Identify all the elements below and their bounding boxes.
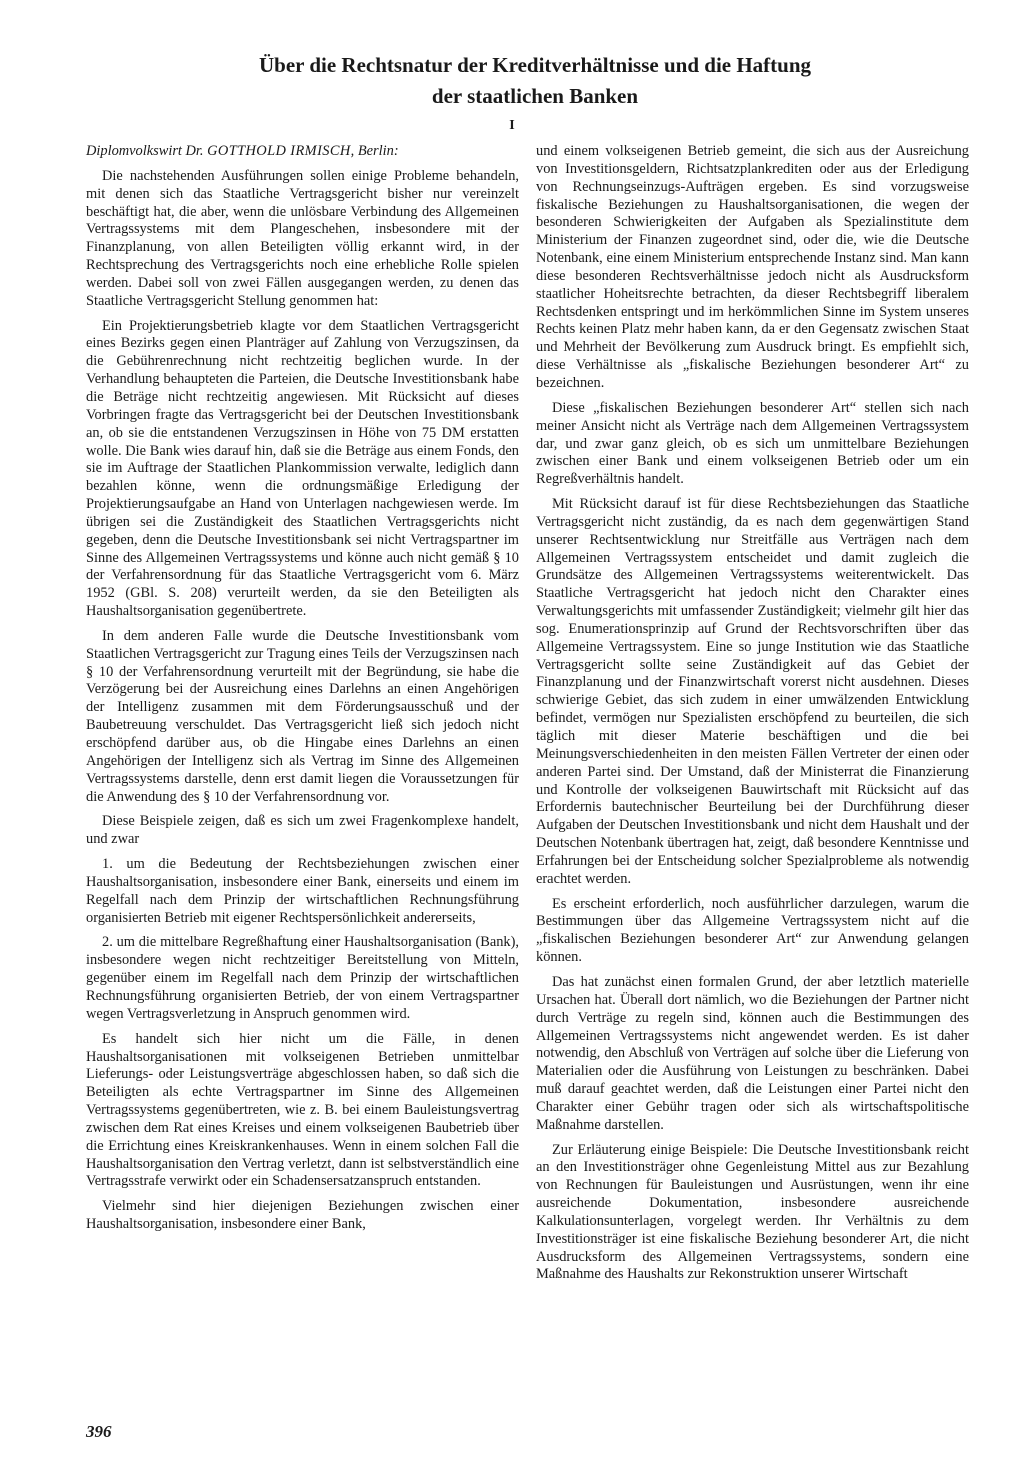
part-numeral: I bbox=[509, 118, 515, 133]
byline bbox=[86, 143, 519, 161]
continued-paragraph: und einem volkseigenen Betrieb gemeint, die sich aus der Ausreichung von Investitionsgeldern, Richtsatzplankrediten oder aus der Erledigung von Rechnungseinzugs-Aufträgen ergeben. Es sind vorzugsweise fiskalische Beziehungen zu Haushaltsorganisationen, die wegen der besonderen Schwierigkeiten der Aufgaben als Spezialinstitute dem Ministerium der Finanzen zugeordnet sind, oder die, wie die Deutsche Notenbank, eine einem Ministerium entsprechende Instanz sind. Man kann diese besonderen Rechtsverhältnisse jedoch nicht als Ausdrucksform staatlicher Hoheitsrechte betrachten, da dieser Rechtsbegriff liberalem Rechtsdenken entspringt und im herkömmlichen Sinne im System unseres Rechts keinen Platz mehr haben kann, da er den Gegensatz zwischen Staat und Mehrheit der Bevölkerung zum Ausdruck bringt. Es empfiehlt sich, diese Verhältnisse als „fiskalische Beziehungen besonderer Art“ zu bezeichnen. bbox=[536, 143, 969, 391]
formal-reason-paragraph: Das hat zunächst einen formalen Grund, der aber letztlich materielle Ursachen hat. Überall dort nämlich, wo die Beziehungen der Partner nicht durch Verträge zu regeln sind, können auch die Bestimmungen des Allgemeinen Vertragssystems nicht angewendet werden. Es ist daher notwendig, den Abschluß von Verträgen auf solche über die Lieferung von Materialien oder die Ausführung von Leistungen zu beschränken. Dabei muß darauf geachtet werden, daß die Leistungen einer Partei nicht den Charakter einer Gebühr tragen oder sich als wirtschaftspolitische Maßnahme darstellen. bbox=[536, 973, 969, 1133]
enum-item-2: 2. um die mittelbare Regreßhaftung einer Haushaltsorganisation (Bank), insbesondere wegen nicht rechtzeitiger Bereitstellung von Mitteln, gegenüber einem im Regelfall nach dem Prinzip der wirtschaftlichen Rechnungsführung organisierten Betrieb, der von einem Vertragspartner wegen Vertragsverletzung in Anspruch genommen wird. bbox=[86, 934, 519, 1022]
enum-item-1: 1. um die Bedeutung der Rechtsbeziehungen zwischen einer Haushaltsorganisation, insbesondere einer Bank, einerseits und einem im Regelfall nach dem Prinzip der wirtschaftlichen Rechnungsführung organisierten Betrieb mit eigener Rechtspersönlichkeit andererseits, bbox=[86, 856, 519, 926]
article-title bbox=[150, 50, 920, 112]
right-column bbox=[536, 143, 969, 1291]
case-one-paragraph: Ein Projektierungsbetrieb klagte vor dem Staatlichen Vertragsgericht eines Bezirks gegen einen Planträger auf Zahlung von Verzugszinsen, da die Gebührenrechnung nicht rechtzeitig beglichen wurde. In der Verhandlung behaupteten die Parteien, die Deutsche Investitionsbank habe die Beträge nicht rechtzeitig angewiesen. Mit Rücksicht auf dieses Vorbringen fragte das Vertragsgericht bei der Deutschen Investitionsbank an, ob sie die entstandenen Verzugszinsen in Höhe von 75 DM erstatten wolle. Die Bank wies darauf hin, daß sie die Beträge aus einem Fonds, den sie im Auftrage der Staatlichen Plankommission verwalte, lediglich dann bezahlen könne, wenn die ordnungsmäßige Erledigung der Projektierungsaufgabe an Hand von Unterlagen nachgewiesen werde. Im übrigen sei die Zuständigkeit des Staatlichen Vertragsgerichts nicht gegeben, denn die Deutsche Investitionsbank sei nicht Vertragspartner im Sinne des Allgemeinen Vertragssystems und könne auch nicht gemäß § 10 der Verfahrensordnung für das Staatliche Vertragsgericht vom 6. März 1952 (GBl. S. 208) verurteilt werden, da sie den Beteiligten als Haushaltsorganisation gegenübertrete. bbox=[86, 317, 519, 620]
title-line-1: Über die Rechtsnatur der Kreditverhältnisse und die Haftung bbox=[258, 53, 812, 77]
left-column bbox=[86, 143, 519, 1241]
examples-paragraph: Diese Beispiele zeigen, daß es sich um zwei Fragenkomplexe handelt, und zwar bbox=[86, 813, 519, 848]
jurisdiction-paragraph: Mit Rücksicht darauf ist für diese Rechtsbeziehungen das Staatliche Vertragsgericht nicht zuständig, da es nach dem gegenwärtigen Stand unserer Rechtsentwicklung nur Streitfälle aus Verträgen nach dem Allgemeinen Vertragssystem entscheidet und damit zugleich die Grundsätze des Allgemeinen Vertragssystems weiterentwickelt. Das Staatliche Vertragsgericht hat jedoch nicht den Charakter eines Verwaltungsgerichts mit umfassender Zuständigkeit; vielmehr gilt hier das sog. Enumerationsprinzip auf Grund der Rechtsvorschriften über das Allgemeine Vertragssystem. Eine so junge Institution wie das Staatliche Vertragsgericht sollte seine Zuständigkeit auf das Gebiet der Finanzplanung und der Finanzwirtschaft vorerst nicht ausdehnen. Dieses schwierige Gebiet, das sich zudem in einer umwälzenden Entwicklung befindet, vermögen nur Spezialisten erschöpfend zu beurteilen, die sich täglich mit dieser Materie beschäftigen und die bei Meinungsverschiedenheiten in den meisten Fällen Vertreter der einen oder anderen Partei sind. Der Umstand, daß der Ministerrat die Finanzierung und Kontrolle der volkseigenen Bauwirtschaft mit Rücksicht auf das Erfordernis bautechnischer Beurteilung bei der Durchführung dieser Aufgaben der Deutschen Investitionsbank und nicht dem Haushalt und der Deutschen Notenbank übertragen hat, zeigt, daß besondere Kenntnisse und Erfahrungen bei der Entscheidung solcher Spezialprobleme als notwendig erachtet werden. bbox=[536, 496, 969, 887]
byline-prefix: Diplomvolkswirt Dr. bbox=[86, 143, 208, 159]
title-line-2: der staatlichen Banken bbox=[431, 84, 639, 108]
explanation-paragraph: Es erscheint erforderlich, noch ausführlicher darzulegen, warum die Bestimmungen über das Allgemeine Vertragssystem nicht auf die „fiskalischen Beziehungen besonderer Art“ zur Anwendung gelangen können. bbox=[536, 895, 969, 966]
intro-paragraph: Die nachstehenden Ausführungen sollen einige Probleme behandeln, mit denen sich das Staatliche Vertragsgericht bisher nur vereinzelt beschäftigt hat, die aber, wenn die unlösbare Verbindung des Allgemeinen Vertragssystems mit dem Plangeschehen, insbesondere mit der Finanzplanung, von allen Beteiligten völlig erkannt wird, in der Rechtsprechung des Vertragsgerichts noch eine erhebliche Rolle spielen werden. Dabei soll von zwei Fällen ausgegangen werden, zu denen das Staatliche Vertragsgericht Stellung genommen hat: bbox=[86, 167, 519, 309]
page-number: 396 bbox=[86, 1422, 112, 1441]
byline-suffix: , Berlin: bbox=[350, 143, 399, 159]
case-quotes bbox=[86, 318, 519, 807]
rather-paragraph: Vielmehr sind hier diejenigen Beziehungen zwischen einer Haushaltsorganisation, insbesondere einer Bank, bbox=[86, 1198, 519, 1233]
examples-bank-paragraph: Zur Erläuterung einige Beispiele: Die Deutsche Investitionsbank reicht an den Investitionsträger ohne Gegenleistung Mittel aus zur Bezahlung von Rechnungen für Bauleistungen und Ausrüstungen, wenn ihr eine ausreichende Dokumentation, insbesondere ausreichende Kalkulationsunterlagen, vorgelegt werden. Ihr Verhältnis zu dem Investitionsträger ist eine fiskalische Beziehung besonderer Art, die nicht Ausdrucksform des Allgemeinen Vertragssystems, sondern eine Maßnahme des Haushalts zur Rekonstruktion unserer Wirtschaft bbox=[536, 1141, 969, 1283]
case-two-paragraph: In dem anderen Falle wurde die Deutsche Investitionsbank vom Staatlichen Vertragsgericht zur Tragung eines Teils der Verzugszinsen nach § 10 der Verfahrensordnung verurteilt mit der Begründung, sie habe die Verzögerung bei der Ausreichung eines Darlehns an einen Angehörigen der Intelligenz zusammen mit dem Förderungsausschuß und der Baubetreuung verschuldet. Das Vertragsgericht ließ sich jedoch nicht erschöpfend darüber aus, ob die Hingabe eines Darlehns an einen Angehörigen der Intelligenz sich als Vertrag im Sinne des Allgemeinen Vertragssystems darstelle, denn erst damit liegen die Voraussetzungen für die Anwendung des § 10 der Verfahrensordnung vor. bbox=[86, 627, 519, 805]
not-cases-paragraph: Es handelt sich hier nicht um die Fälle, in denen Haushaltsorganisationen mit volkseigenen Betrieben unmittelbar Lieferungs- oder Leistungsverträge abgeschlossen haben, so daß sich die Beteiligten als echte Vertragspartner im Sinne des Allgemeinen Vertragssystems gegenübertreten, wie z. B. bei einem Bauleistungsvertrag zwischen dem Rat eines Kreises und einem volkseigenen Baubetrieb über die Errichtung eines Kreiskrankenhauses. Wenn in einem solchen Fall die Haushaltsorganisation den Vertrag verletzt, dann ist selbstverständlich eine Vertragsstrafe verwirkt oder ein Schadensersatzanspruch entstanden. bbox=[86, 1030, 519, 1190]
fiscal-relations-paragraph: Diese „fiskalischen Beziehungen besonderer Art“ stellen sich nach meiner Ansicht nicht als Verträge nach dem Allgemeinen Vertragssystem dar, und zwar ganz gleich, ob es sich um unmittelbare Beziehungen zwischen einer Bank und einem volkseigenen Betrieb oder um ein Regreßverhältnis handelt. bbox=[536, 399, 969, 488]
author-name: GOTTHOLD IRMISCH bbox=[207, 143, 351, 159]
